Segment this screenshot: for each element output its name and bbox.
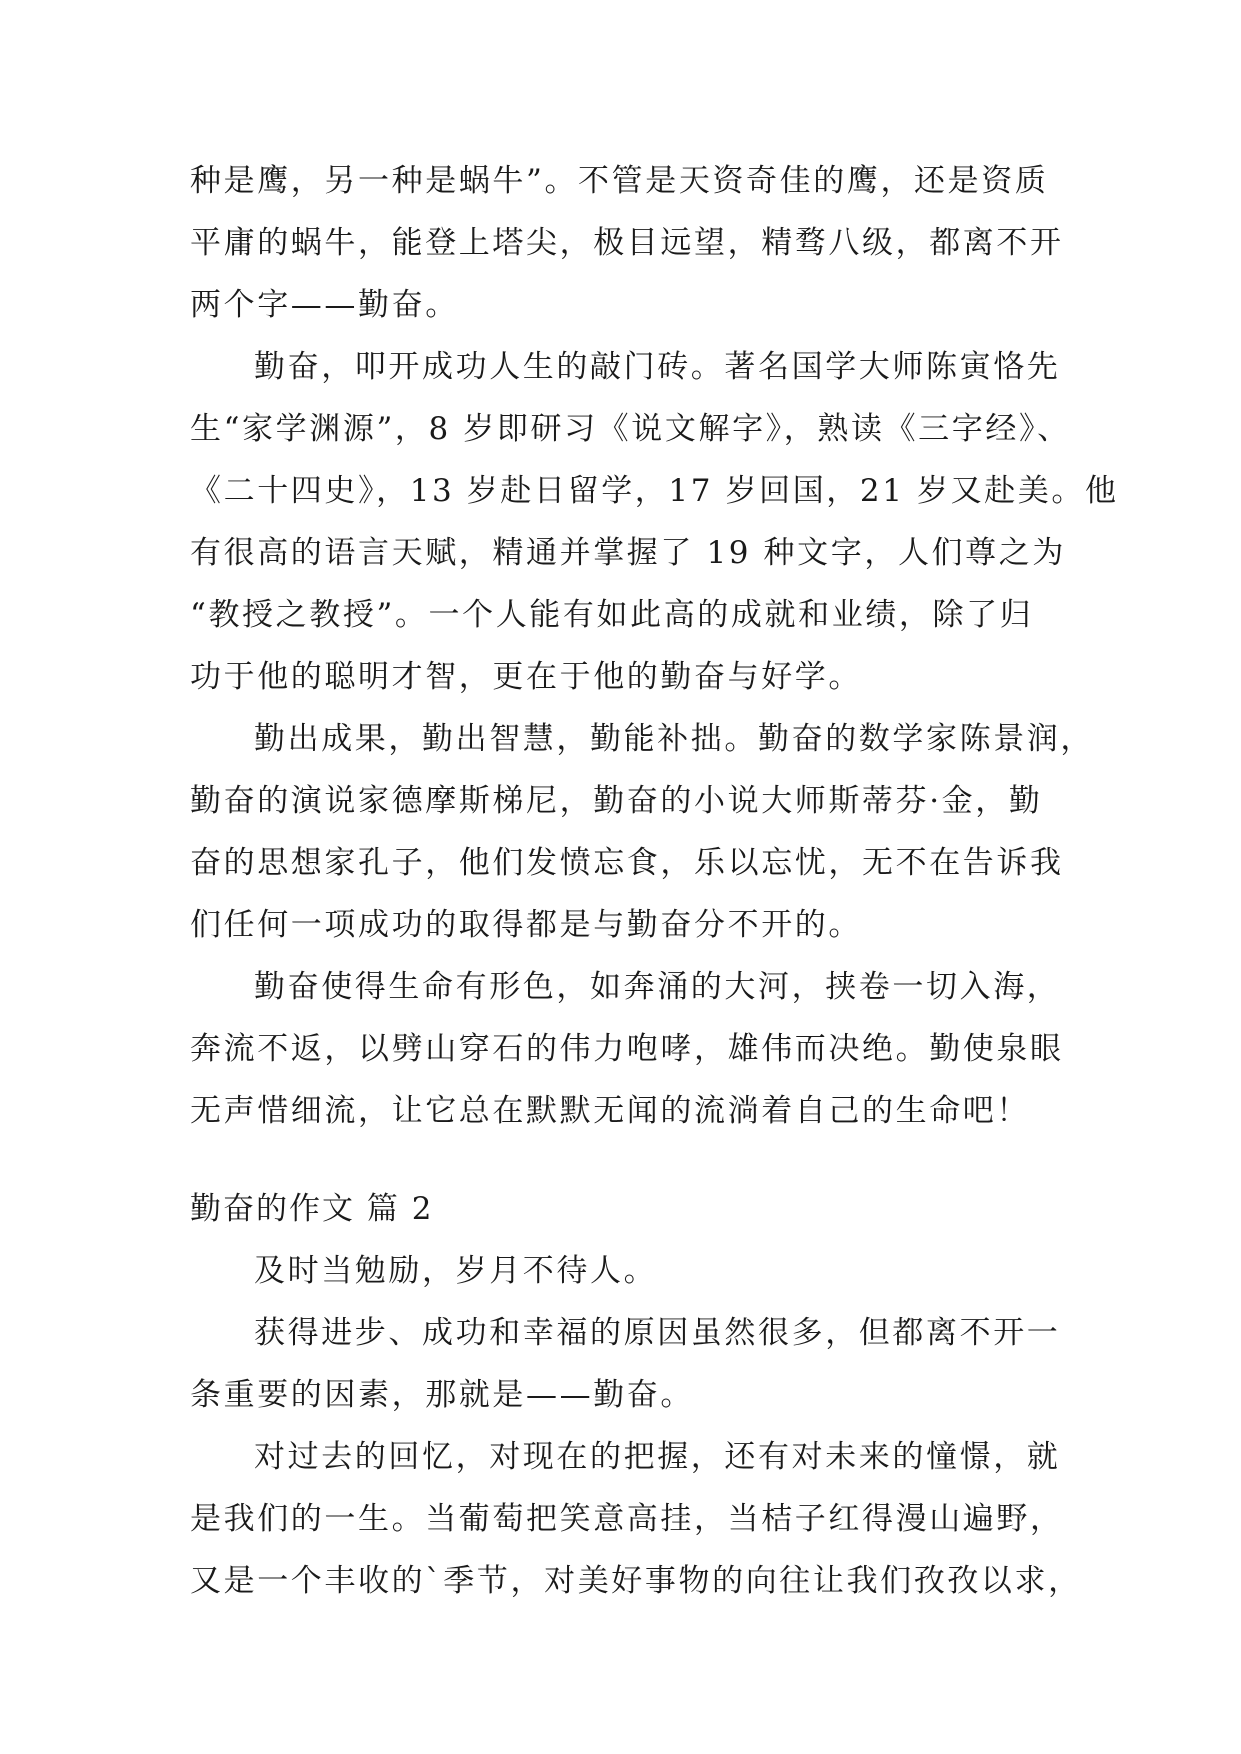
text-line: 种是鹰，另一种是蜗牛”。不管是天资奇佳的鹰，还是资质: [190, 163, 1049, 199]
text-line: 又是一个丰收的`季节，对美好事物的向往让我们孜孜以求，: [190, 1563, 1082, 1599]
paragraph-7: [190, 1426, 1082, 1612]
text-line: 《二十四史》，13 岁赴日留学，17 岁回国，21 岁又赴美。他: [190, 473, 1119, 509]
text-line: 平庸的蜗牛，能登上塔尖，极目远望，精骛八级，都离不开: [190, 225, 1064, 261]
text-line: 对过去的回忆，对现在的把握，还有对未来的憧憬，就: [254, 1439, 1061, 1475]
text-line: 奋的思想家孔子，他们发愤忘食，乐以忘忧，无不在告诉我: [190, 845, 1064, 881]
text-line: 勤奋使得生命有形色，如奔涌的大河，挟卷一切入海，: [254, 969, 1061, 1005]
text-line: 及时当勉励，岁月不待人。: [254, 1253, 658, 1289]
text-line: 生“家学渊源”，8 岁即研习《说文解字》，熟读《三字经》、: [190, 411, 1071, 447]
text-line: 勤奋，叩开成功人生的敲门砖。著名国学大师陈寅恪先: [254, 349, 1061, 385]
text-line: 有很高的语言天赋，精通并掌握了 19 种文字，人们尊之为: [190, 535, 1066, 571]
section-spacer: [190, 1142, 1060, 1178]
text-line: 无声惜细流，让它总在默默无闻的流淌着自己的生命吧！: [190, 1093, 1030, 1129]
document-page: [190, 150, 1119, 1612]
text-line: 奔流不返，以劈山穿石的伟力咆哮，雄伟而决绝。勤使泉眼: [190, 1031, 1064, 1067]
text-line: 功于他的聪明才智，更在于他的勤奋与好学。: [190, 659, 862, 695]
text-line: 是我们的一生。当葡萄把笑意高挂，当桔子红得漫山遍野，: [190, 1501, 1064, 1537]
paragraph-3: [190, 708, 1094, 956]
text-line: 们任何一项成功的取得都是与勤奋分不开的。: [190, 907, 862, 943]
text-line: 勤奋的演说家德摩斯梯尼，勤奋的小说大师斯蒂芬·金，勤: [190, 783, 1043, 819]
section-heading: 勤奋的作文 篇 2: [190, 1191, 434, 1227]
paragraph-2: [190, 336, 1119, 708]
paragraph-6: [190, 1302, 1060, 1426]
text-line: 勤出成果，勤出智慧，勤能补拙。勤奋的数学家陈景润，: [254, 721, 1094, 757]
paragraph-5: [190, 1240, 1060, 1302]
paragraph-1: [190, 150, 1064, 336]
text-line: 条重要的因素，那就是——勤奋。: [190, 1377, 694, 1413]
text-line: “教授之教授”。一个人能有如此高的成就和业绩，除了归: [190, 597, 1034, 633]
text-line: 两个字——勤奋。: [190, 287, 459, 323]
text-line: 获得进步、成功和幸福的原因虽然很多，但都离不开一: [254, 1315, 1061, 1351]
paragraph-4: [190, 956, 1064, 1142]
